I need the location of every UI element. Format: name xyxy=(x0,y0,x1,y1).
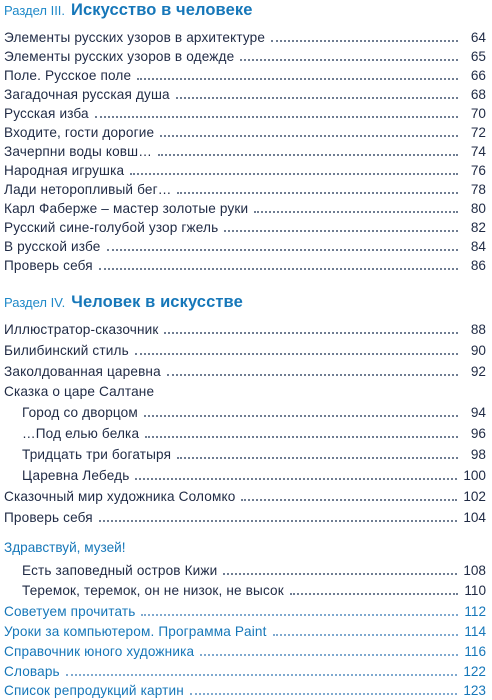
dot-leader xyxy=(254,211,458,213)
page-number: 72 xyxy=(470,125,486,140)
page-number: 94 xyxy=(470,405,486,420)
toc-entry[interactable] xyxy=(4,506,486,526)
entry-title: Иллюстратор-сказочник xyxy=(4,322,159,337)
page-number: 102 xyxy=(463,489,486,504)
entry-title: Входите, гости дорогие xyxy=(4,125,155,140)
entry-title: Есть заповедный остров Кижи xyxy=(22,563,218,578)
entry-title: В русской избе xyxy=(4,239,101,254)
toc-entry[interactable] xyxy=(4,254,486,274)
page-number: 78 xyxy=(470,182,486,197)
dot-leader xyxy=(190,693,457,695)
page-number: 65 xyxy=(470,49,486,64)
page-number: 123 xyxy=(463,683,486,698)
page-number: 98 xyxy=(470,447,486,462)
entry-title: Город со дворцом xyxy=(22,405,138,420)
toc-entry[interactable] xyxy=(4,159,486,179)
museum-heading[interactable]: Здравствуй, музей! xyxy=(4,540,126,555)
dot-leader xyxy=(160,135,458,137)
toc-subentry[interactable] xyxy=(22,401,486,421)
toc-subentry[interactable] xyxy=(22,579,486,599)
toc-entry[interactable] xyxy=(4,26,486,46)
appendix-entry[interactable] xyxy=(4,620,486,640)
page-number: 80 xyxy=(470,201,486,216)
dot-leader xyxy=(145,436,458,438)
dot-leader xyxy=(99,520,458,522)
toc-entry[interactable] xyxy=(4,121,486,141)
page-number: 112 xyxy=(464,604,486,619)
entry-title: Теремок, теремок, он не низок, не высок xyxy=(22,583,284,598)
dot-leader xyxy=(66,674,458,676)
dot-leader xyxy=(135,478,457,480)
section-title: Искусство в человеке xyxy=(71,1,253,19)
page-number: 64 xyxy=(470,30,486,45)
section-label: Раздел III. xyxy=(4,3,66,18)
dot-leader xyxy=(240,59,458,61)
entry-title: Уроки за компьютером. Программа Paint xyxy=(4,624,267,639)
toc-entry[interactable] xyxy=(4,235,486,255)
page-number: 84 xyxy=(470,239,486,254)
entry-title: Карл Фаберже – мастер золотые руки xyxy=(4,201,249,216)
appendix-entry[interactable] xyxy=(4,640,486,660)
dot-leader xyxy=(144,415,458,417)
page-number: 90 xyxy=(470,343,486,358)
entry-title: Лади неторопливый бег… xyxy=(4,182,172,197)
entry-title: Царевна Лебедь xyxy=(22,468,130,483)
toc-subentry[interactable] xyxy=(22,443,486,463)
appendix-entry[interactable] xyxy=(4,600,486,620)
appendix-entry[interactable] xyxy=(4,679,486,699)
dot-leader xyxy=(290,593,458,595)
toc-entry[interactable] xyxy=(4,216,486,236)
entry-title: Элементы русских узоров в одежде xyxy=(4,49,235,64)
toc-entry[interactable] xyxy=(4,45,486,65)
entry-title: Список репродукций картин xyxy=(4,683,184,698)
entry-title: Поле. Русское поле xyxy=(4,68,132,83)
page-number: 70 xyxy=(470,106,486,121)
page-number: 68 xyxy=(470,87,486,102)
dot-leader xyxy=(137,78,458,80)
toc-entry-group[interactable] xyxy=(4,380,486,400)
page-number: 66 xyxy=(470,68,486,83)
toc-entry[interactable] xyxy=(4,140,486,160)
page-number: 92 xyxy=(470,364,486,379)
section-heading-3 xyxy=(4,1,252,21)
dot-leader xyxy=(177,192,458,194)
dot-leader xyxy=(223,573,457,575)
dot-leader xyxy=(167,374,458,376)
toc-entry[interactable] xyxy=(4,339,486,359)
dot-leader xyxy=(273,634,458,636)
toc-entry[interactable] xyxy=(4,178,486,198)
dot-leader xyxy=(158,154,458,156)
page-number: 122 xyxy=(463,664,486,679)
toc-entry[interactable] xyxy=(4,64,486,84)
entry-title: Элементы русских узоров в архитектуре xyxy=(4,30,266,45)
section-title: Человек в искусстве xyxy=(71,293,243,311)
entry-title: Сказочный мир художника Соломко xyxy=(4,489,236,504)
dot-leader xyxy=(107,249,459,251)
page-number: 116 xyxy=(464,644,486,659)
dot-leader xyxy=(271,40,458,42)
entry-title: Русский сине-голубой узор гжель xyxy=(4,220,219,235)
page-number: 86 xyxy=(470,258,486,273)
toc-entry[interactable] xyxy=(4,485,486,505)
dot-leader xyxy=(130,173,458,175)
section-heading-4 xyxy=(4,293,243,313)
page-number: 74 xyxy=(470,144,486,159)
dot-leader xyxy=(224,230,458,232)
toc-entry[interactable] xyxy=(4,102,486,122)
entry-title: Зачерпни воды ковш… xyxy=(4,144,152,159)
dot-leader xyxy=(200,654,458,656)
page-number: 114 xyxy=(464,624,486,639)
toc-subentry[interactable] xyxy=(22,422,486,442)
dot-leader xyxy=(164,332,458,334)
page-number: 108 xyxy=(463,563,486,578)
entry-title: Проверь себя xyxy=(4,258,93,273)
page-number: 104 xyxy=(463,510,486,525)
entry-title: Проверь себя xyxy=(4,510,93,525)
page-number: 110 xyxy=(464,583,486,598)
dot-leader xyxy=(141,614,458,616)
toc-entry[interactable] xyxy=(4,318,486,338)
entry-title: Загадочная русская душа xyxy=(4,87,170,102)
page-number: 100 xyxy=(463,468,486,483)
toc-entry[interactable] xyxy=(4,83,486,103)
entry-title: Русская изба xyxy=(4,106,89,121)
entry-title: Справочник юного художника xyxy=(4,644,195,659)
section-label: Раздел IV. xyxy=(4,295,66,310)
dot-leader xyxy=(177,457,458,459)
dot-leader xyxy=(241,499,457,501)
entry-title: Сказка о царе Салтане xyxy=(4,384,155,399)
page-number: 96 xyxy=(470,426,486,441)
toc-entry[interactable] xyxy=(4,360,486,380)
dot-leader xyxy=(99,268,458,270)
dot-leader xyxy=(176,97,458,99)
entry-title: Словарь xyxy=(4,664,60,679)
entry-title: …Под елью белка xyxy=(22,426,140,441)
toc-entry[interactable] xyxy=(4,197,486,217)
page-number: 76 xyxy=(470,163,486,178)
toc-subentry[interactable] xyxy=(22,464,486,484)
page-number: 88 xyxy=(470,322,486,337)
entry-title: Заколдованная царевна xyxy=(4,364,161,379)
page-number: 82 xyxy=(470,220,486,235)
dot-leader xyxy=(135,353,458,355)
entry-title: Билибинский стиль xyxy=(4,343,129,358)
entry-title: Советуем прочитать xyxy=(4,604,136,619)
entry-title: Тридцать три богатыря xyxy=(22,447,172,462)
dot-leader xyxy=(95,116,458,118)
appendix-entry[interactable] xyxy=(4,660,486,680)
toc-subentry[interactable] xyxy=(22,559,486,579)
entry-title: Народная игрушка xyxy=(4,163,125,178)
